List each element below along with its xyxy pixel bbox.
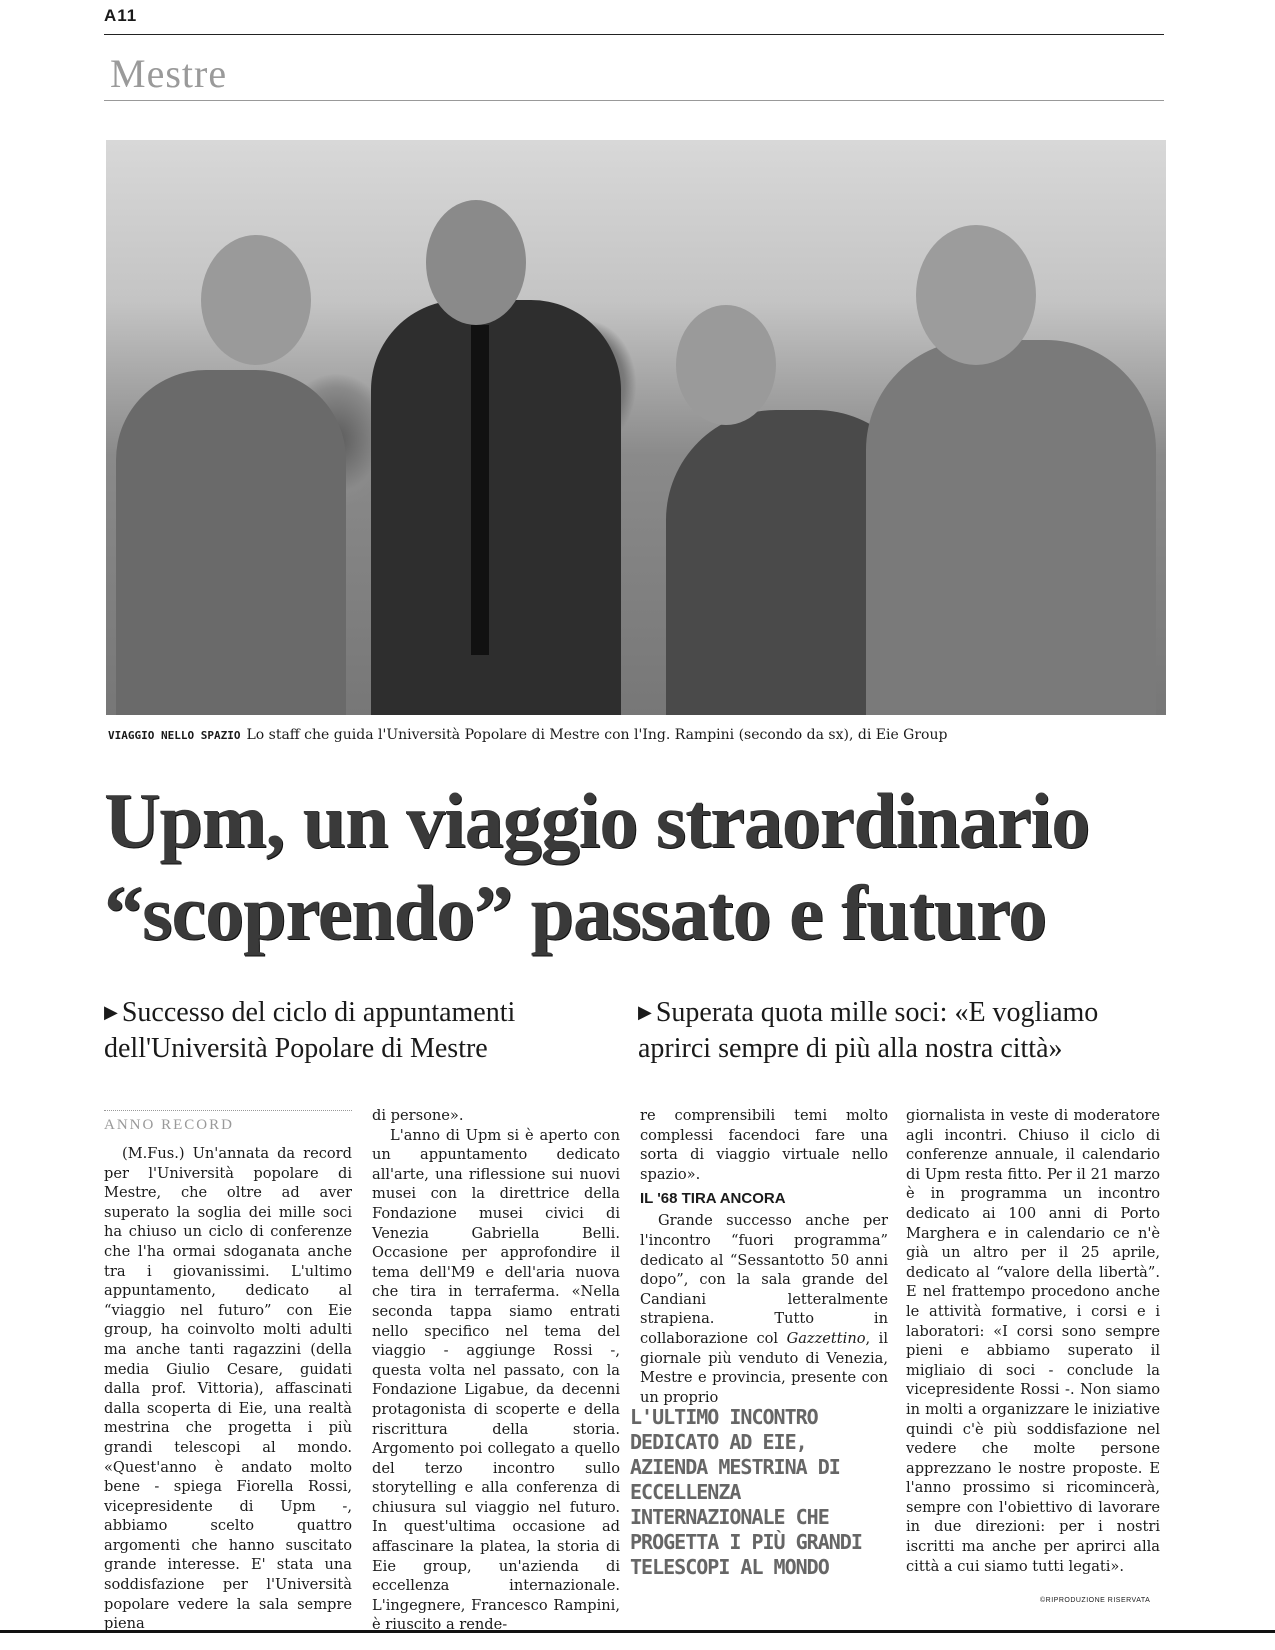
deck-right-text: Superata quota mille soci: «E vogliamo aprirci sempre di più alla nostra città» xyxy=(638,997,1099,1064)
deck-left-text: Successo del ciclo di appuntamenti dell'Università Popolare di Mestre xyxy=(104,997,516,1064)
column-4-text: giornalista in veste di moderatore agli incontri. Chiuso il ciclo di conferenze annuale, il calendario di Upm resta fitto. Per il 21 marzo è in programma un incontro dedicato ai 100 anni di Porto Marghera e in calendario ce n'è già un altro per il 25 aprile, dedicato al “valore della libertà”. E nel frattempo procedono anche le attività formative, i corsi e i laboratori: «I corsi sono sempre pieni e abbiamo superato il migliaio di soci - conclude la vicepresidente Rossi -. Non siamo in molti a organizzare le iniziative quindi c'è più soddisfazione nel vedere che molte persone apprezzano le nostre proposte. E l'anno prossimo si ricomincerà, sempre con l'obiettivo di lavorare in due direzioni: per i nostri iscritti ma anche per aprirci alla città a cui siamo tutti legati». xyxy=(906,1107,1160,1575)
page-number: A11 xyxy=(104,6,138,25)
newspaper-name: Gazzettino xyxy=(786,1329,866,1347)
caption-kicker: VIAGGIO NELLO SPAZIO xyxy=(108,729,241,742)
column-3-text-b: , il giornale più venduto di Venezia, Mestre e provincia, presente con un proprio xyxy=(640,1329,888,1406)
person-silhouette-4 xyxy=(866,340,1156,715)
triangle-bullet-icon: ▶ xyxy=(104,1002,118,1022)
deck-left xyxy=(104,994,594,1067)
head-3 xyxy=(676,305,776,425)
section-title: Mestre xyxy=(110,51,228,96)
subhead: IL '68 TIRA ANCORA xyxy=(640,1190,786,1208)
caption-text: Lo staff che guida l'Università Popolare di Mestre con l'Ing. Rampini (secondo da sx), di Eie Group xyxy=(246,727,948,743)
top-rule xyxy=(104,34,1164,35)
person-silhouette-2 xyxy=(371,300,621,715)
article-ticker: ANNO RECORD xyxy=(104,1110,352,1134)
head-1 xyxy=(201,235,311,365)
person-silhouette-1 xyxy=(116,370,346,715)
head-2 xyxy=(426,200,526,325)
article-column-2 xyxy=(372,1106,620,1635)
bottom-rule xyxy=(0,1630,1275,1633)
column-2-carryover: di persone». xyxy=(372,1107,464,1124)
headline xyxy=(104,775,1184,959)
group-photo xyxy=(106,140,1166,715)
headline-line-1: Upm, un viaggio straordinario xyxy=(104,777,1090,864)
headline-line-2: “scoprendo” passato e futuro xyxy=(104,869,1047,956)
tie xyxy=(471,325,489,655)
photo-caption xyxy=(108,727,947,743)
copyright-notice: ©RIPRODUZIONE RISERVATA xyxy=(1040,1597,1151,1604)
triangle-bullet-icon: ▶ xyxy=(638,1002,652,1022)
pull-quote: L'ULTIMO INCONTRO DEDICATO AD EIE, AZIENDA MESTRINA DI ECCELLENZA INTERNAZIONALE CHE PROGETTA I PIÙ GRANDI TELESCOPI AL MONDO xyxy=(630,1405,862,1579)
column-3-text-a: Grande successo anche per l'incontro “fuori programma” dedicato al “Sessantotto 50 anni dopo”, con la sala grande del Candiani letteralmente strapiena. Tutto in collaborazione col xyxy=(640,1212,888,1347)
deck-right xyxy=(638,994,1158,1067)
head-4 xyxy=(916,225,1036,365)
article-column-1 xyxy=(104,1110,352,1634)
column-1-text: (M.Fus.) Un'annata da record per l'Università popolare di Mestre, che oltre ad aver superato la soglia dei mille soci ha chiuso un ciclo di conferenze che l'ha ormai sdoganata anche tra i giovanissimi. L'ultimo appuntamento, dedicato al “viaggio nel futuro” con Eie group, ha coinvolto molti adulti ma anche tanti ragazzini (della media Giulio Cesare, guidati dalla prof. Vittoria), affascinati dalla scoperta di Eie, una realtà mestrina che progetta i più grandi telescopi al mondo. «Quest'anno è andato molto bene - spiega Fiorella Rossi, vicepresidente di Upm -, abbiamo scelto quattro argomenti che hanno suscitato grande interesse. E' stata una soddisfazione per l'Università popolare vedere la sala sempre piena xyxy=(104,1145,352,1633)
column-2-text: L'anno di Upm si è aperto con un appuntamento dedicato all'arte, una riflessione sui nuovi musei con la direttrice della Fondazione musei civici di Venezia Gabriella Belli. Occasione per approfondire il tema dell'M9 e dell'aria nuova che tira in terraferma. «Nella seconda tappa siamo entrati nello specifico nel tema del viaggio - aggiunge Rossi -, questa volta nel passato, con la Fondazione Ligabue, da decenni protagonista di scoperte e della riscrittura della storia. Argomento poi collegato a quello del terzo incontro sullo storytelling e alla conferenza di chiusura sul viaggio nel futuro. In quest'ultima occasione ad affascinare la platea, la storia di Eie group, un'azienda di eccellenza internazionale. L'ingegnere, Francesco Rampini, è riuscito a rende- xyxy=(372,1126,620,1634)
article-column-3 xyxy=(640,1106,888,1407)
column-3-carryover: re comprensibili temi molto complessi facendoci fare una sorta di viaggio virtuale nello spazio». xyxy=(640,1107,888,1183)
section-rule xyxy=(104,100,1164,101)
column-3-text xyxy=(640,1211,888,1407)
article-column-4 xyxy=(906,1106,1160,1576)
